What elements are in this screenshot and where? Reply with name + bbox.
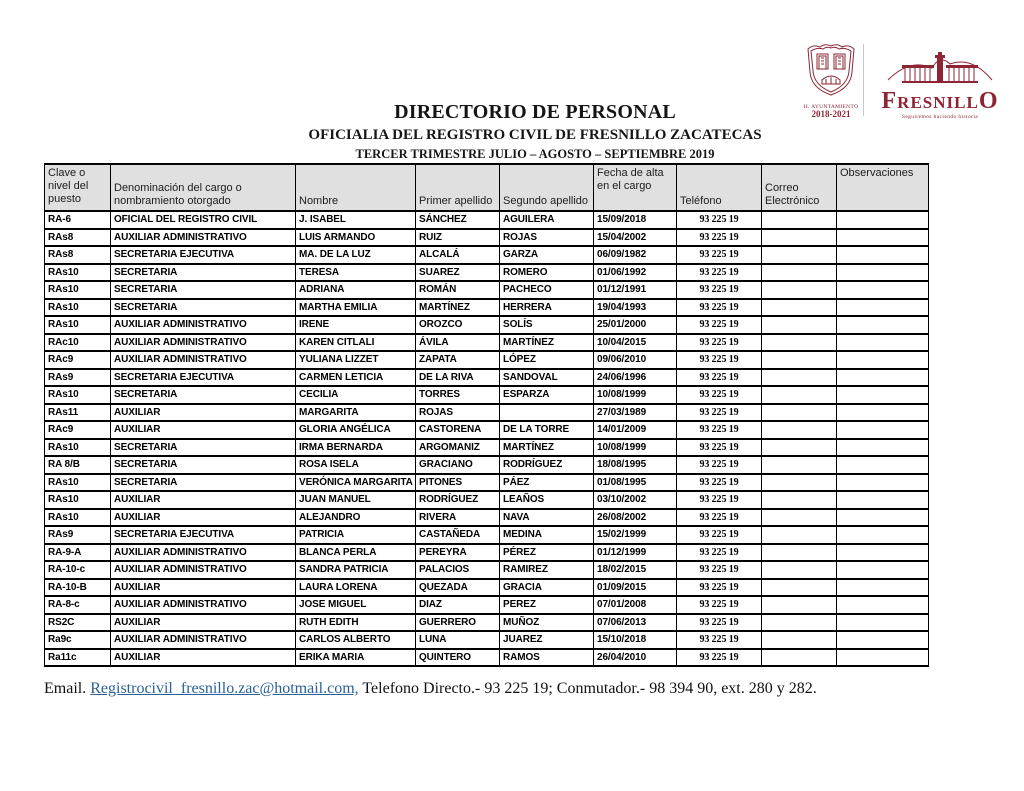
- table-cell-correo: [762, 299, 837, 317]
- table-cell-obs: [837, 544, 929, 562]
- table-cell-telefono: 93 225 19: [677, 264, 762, 282]
- table-row: [45, 299, 929, 317]
- table-row: [45, 544, 929, 562]
- table-row: [45, 351, 929, 369]
- fresnillo-tagline: Seguiremos haciendo historia: [901, 113, 979, 120]
- table-cell-fecha: 19/04/1993: [594, 299, 677, 317]
- table-cell-primer: CASTORENA: [416, 421, 500, 439]
- table-cell-obs: [837, 229, 929, 247]
- table-cell-cargo: SECRETARIA: [111, 456, 296, 474]
- table-cell-fecha: 25/01/2000: [594, 316, 677, 334]
- table-row: [45, 456, 929, 474]
- table-cell-segundo: PÁEZ: [500, 474, 594, 492]
- ayuntamiento-crest-icon: [803, 85, 859, 102]
- table-cell-primer: RIVERA: [416, 509, 500, 527]
- table-row: [45, 369, 929, 387]
- table-cell-correo: [762, 614, 837, 632]
- table-cell-clave: RAs10: [45, 264, 111, 282]
- table-cell-fecha: 15/02/1999: [594, 526, 677, 544]
- table-cell-fecha: 18/02/2015: [594, 561, 677, 579]
- table-cell-fecha: 27/03/1989: [594, 404, 677, 422]
- table-header-row: [45, 164, 929, 211]
- ayuntamiento-label: H. AYUNTAMIENTO: [803, 104, 859, 110]
- table-cell-obs: [837, 281, 929, 299]
- table-cell-correo: [762, 439, 837, 457]
- table-cell-correo: [762, 421, 837, 439]
- table-cell-correo: [762, 281, 837, 299]
- logo-divider: [863, 44, 864, 116]
- header-cell-segundo: Segundo apellido: [500, 164, 594, 211]
- table-cell-primer: ZAPATA: [416, 351, 500, 369]
- table-cell-telefono: 93 225 19: [677, 544, 762, 562]
- table-cell-obs: [837, 439, 929, 457]
- table-wrap: [44, 163, 929, 667]
- table-cell-cargo: AUXILIAR ADMINISTRATIVO: [111, 596, 296, 614]
- table-cell-clave: RA-6: [45, 211, 111, 229]
- table-row: [45, 421, 929, 439]
- table-cell-segundo: RODRÍGUEZ: [500, 456, 594, 474]
- table-cell-segundo: GARZA: [500, 246, 594, 264]
- header-cell-fecha: Fecha de alta en el cargo: [594, 164, 677, 211]
- table-cell-primer: ÁVILA: [416, 334, 500, 352]
- table-cell-correo: [762, 264, 837, 282]
- personnel-table: [44, 163, 929, 667]
- table-cell-obs: [837, 334, 929, 352]
- table-cell-segundo: PÉREZ: [500, 544, 594, 562]
- table-cell-nombre: IRENE: [296, 316, 416, 334]
- table-cell-telefono: 93 225 19: [677, 649, 762, 667]
- table-cell-nombre: MARGARITA: [296, 404, 416, 422]
- table-cell-primer: ROMÁN: [416, 281, 500, 299]
- table-row: [45, 281, 929, 299]
- table-cell-obs: [837, 456, 929, 474]
- table-cell-nombre: J. ISABEL: [296, 211, 416, 229]
- table-cell-nombre: MARTHA EMILIA: [296, 299, 416, 317]
- table-cell-cargo: AUXILIAR ADMINISTRATIVO: [111, 544, 296, 562]
- table-cell-segundo: LEAÑOS: [500, 491, 594, 509]
- table-cell-obs: [837, 369, 929, 387]
- table-cell-segundo: LÓPEZ: [500, 351, 594, 369]
- table-cell-segundo: RAMOS: [500, 649, 594, 667]
- table-cell-correo: [762, 526, 837, 544]
- table-row: [45, 649, 929, 667]
- table-cell-obs: [837, 649, 929, 667]
- table-cell-primer: QUEZADA: [416, 579, 500, 597]
- table-cell-nombre: ERIKA MARIA: [296, 649, 416, 667]
- table-row: [45, 509, 929, 527]
- table-cell-correo: [762, 579, 837, 597]
- ayuntamiento-years: 2018-2021: [811, 109, 851, 119]
- table-cell-segundo: JUAREZ: [500, 631, 594, 649]
- table-cell-fecha: 15/04/2002: [594, 229, 677, 247]
- table-cell-cargo: SECRETARIA: [111, 474, 296, 492]
- table-cell-fecha: 10/04/2015: [594, 334, 677, 352]
- table-cell-obs: [837, 561, 929, 579]
- table-cell-clave: RAs10: [45, 281, 111, 299]
- table-cell-fecha: 14/01/2009: [594, 421, 677, 439]
- table-cell-primer: DE LA RIVA: [416, 369, 500, 387]
- table-cell-cargo: SECRETARIA: [111, 299, 296, 317]
- table-cell-correo: [762, 544, 837, 562]
- email-link[interactable]: Registrocivil_fresnillo.zac@hotmail.com,: [90, 680, 359, 697]
- table-cell-obs: [837, 579, 929, 597]
- table-cell-fecha: 01/06/1992: [594, 264, 677, 282]
- table-cell-fecha: 09/06/2010: [594, 351, 677, 369]
- table-cell-primer: PEREYRA: [416, 544, 500, 562]
- table-cell-segundo: DE LA TORRE: [500, 421, 594, 439]
- table-cell-clave: RAc10: [45, 334, 111, 352]
- table-cell-correo: [762, 474, 837, 492]
- table-cell-nombre: GLORIA ANGÉLICA: [296, 421, 416, 439]
- ayuntamiento-crest: [800, 40, 862, 119]
- table-cell-segundo: NAVA: [500, 509, 594, 527]
- table-cell-primer: LUNA: [416, 631, 500, 649]
- table-row: [45, 229, 929, 247]
- table-cell-clave: RA-8-c: [45, 596, 111, 614]
- table-cell-cargo: SECRETARIA EJECUTIVA: [111, 369, 296, 387]
- table-cell-fecha: 15/10/2018: [594, 631, 677, 649]
- table-cell-obs: [837, 264, 929, 282]
- header-cell-cargo: Denominación del cargo o nombramiento otorgado: [111, 164, 296, 211]
- logo-area: [795, 38, 1010, 120]
- table-cell-primer: TORRES: [416, 386, 500, 404]
- table-cell-correo: [762, 491, 837, 509]
- table-cell-nombre: SANDRA PATRICIA: [296, 561, 416, 579]
- table-cell-fecha: 06/09/1982: [594, 246, 677, 264]
- table-cell-obs: [837, 614, 929, 632]
- table-cell-cargo: AUXILIAR: [111, 649, 296, 667]
- table-cell-fecha: 24/06/1996: [594, 369, 677, 387]
- table-cell-telefono: 93 225 19: [677, 474, 762, 492]
- table-cell-segundo: ROMERO: [500, 264, 594, 282]
- header-cell-clave: Clave o nivel del puesto: [45, 164, 111, 211]
- table-cell-cargo: AUXILIAR ADMINISTRATIVO: [111, 334, 296, 352]
- table-cell-fecha: 18/08/1995: [594, 456, 677, 474]
- table-cell-clave: RA-10-B: [45, 579, 111, 597]
- table-cell-fecha: 01/12/1991: [594, 281, 677, 299]
- table-cell-primer: ROJAS: [416, 404, 500, 422]
- table-cell-correo: [762, 211, 837, 229]
- table-cell-segundo: MEDINA: [500, 526, 594, 544]
- table-row: [45, 526, 929, 544]
- table-cell-cargo: OFICIAL DEL REGISTRO CIVIL: [111, 211, 296, 229]
- table-cell-nombre: LAURA LORENA: [296, 579, 416, 597]
- table-cell-fecha: 01/08/1995: [594, 474, 677, 492]
- table-cell-cargo: AUXILIAR ADMINISTRATIVO: [111, 229, 296, 247]
- header-cell-nombre: Nombre: [296, 164, 416, 211]
- table-cell-primer: SÁNCHEZ: [416, 211, 500, 229]
- table-cell-telefono: 93 225 19: [677, 631, 762, 649]
- table-cell-obs: [837, 404, 929, 422]
- table-cell-clave: RAs10: [45, 316, 111, 334]
- page-title: DIRECTORIO DE PERSONAL: [394, 101, 676, 123]
- table-row: [45, 316, 929, 334]
- table-cell-cargo: AUXILIAR ADMINISTRATIVO: [111, 351, 296, 369]
- table-cell-nombre: LUIS ARMANDO: [296, 229, 416, 247]
- table-cell-telefono: 93 225 19: [677, 561, 762, 579]
- table-cell-primer: SUAREZ: [416, 264, 500, 282]
- table-cell-correo: [762, 369, 837, 387]
- table-row: [45, 439, 929, 457]
- table-cell-clave: RAc9: [45, 421, 111, 439]
- table-row: [45, 579, 929, 597]
- table-cell-nombre: BLANCA PERLA: [296, 544, 416, 562]
- table-cell-primer: MARTÍNEZ: [416, 299, 500, 317]
- table-cell-cargo: SECRETARIA: [111, 386, 296, 404]
- table-cell-telefono: 93 225 19: [677, 404, 762, 422]
- table-cell-nombre: MA. DE LA LUZ: [296, 246, 416, 264]
- table-cell-nombre: CARMEN LETICIA: [296, 369, 416, 387]
- table-cell-telefono: 93 225 19: [677, 229, 762, 247]
- table-cell-segundo: HERRERA: [500, 299, 594, 317]
- table-cell-clave: RA-10-c: [45, 561, 111, 579]
- table-cell-fecha: 10/08/1999: [594, 439, 677, 457]
- table-cell-cargo: AUXILIAR: [111, 579, 296, 597]
- table-cell-nombre: PATRICIA: [296, 526, 416, 544]
- table-cell-cargo: SECRETARIA: [111, 439, 296, 457]
- table-cell-correo: [762, 246, 837, 264]
- table-cell-clave: RAs10: [45, 386, 111, 404]
- table-cell-cargo: AUXILIAR ADMINISTRATIVO: [111, 316, 296, 334]
- table-cell-correo: [762, 351, 837, 369]
- table-cell-correo: [762, 631, 837, 649]
- table-cell-correo: [762, 509, 837, 527]
- table-cell-segundo: [500, 404, 594, 422]
- table-cell-correo: [762, 229, 837, 247]
- header-cell-correo: Correo Electrónico: [762, 164, 837, 211]
- table-cell-fecha: 10/08/1999: [594, 386, 677, 404]
- table-cell-primer: ARGOMANIZ: [416, 439, 500, 457]
- table-row: [45, 334, 929, 352]
- table-cell-telefono: 93 225 19: [677, 439, 762, 457]
- table-cell-correo: [762, 596, 837, 614]
- table-row: [45, 211, 929, 229]
- table-cell-cargo: AUXILIAR ADMINISTRATIVO: [111, 631, 296, 649]
- table-cell-segundo: MARTÍNEZ: [500, 334, 594, 352]
- email-label: Email.: [44, 680, 91, 697]
- table-cell-nombre: ALEJANDRO: [296, 509, 416, 527]
- table-cell-fecha: 01/12/1999: [594, 544, 677, 562]
- table-cell-segundo: MUÑOZ: [500, 614, 594, 632]
- table-cell-clave: RAs10: [45, 491, 111, 509]
- table-cell-nombre: YULIANA LIZZET: [296, 351, 416, 369]
- page-subtitle-period: TERCER TRIMESTRE JULIO – AGOSTO – SEPTIEMBRE 2019: [355, 147, 715, 161]
- table-row: [45, 474, 929, 492]
- table-cell-nombre: JOSE MIGUEL: [296, 596, 416, 614]
- table-cell-correo: [762, 386, 837, 404]
- fresnillo-logo: [875, 50, 1005, 120]
- table-cell-correo: [762, 561, 837, 579]
- table-cell-telefono: 93 225 19: [677, 614, 762, 632]
- table-cell-fecha: 26/04/2010: [594, 649, 677, 667]
- table-cell-obs: [837, 474, 929, 492]
- table-cell-telefono: 93 225 19: [677, 351, 762, 369]
- footer-contact-line: [44, 680, 994, 698]
- table-cell-nombre: VERÓNICA MARGARITA: [296, 474, 416, 492]
- table-cell-nombre: ADRIANA: [296, 281, 416, 299]
- table-cell-nombre: CECILIA: [296, 386, 416, 404]
- table-cell-telefono: 93 225 19: [677, 491, 762, 509]
- table-cell-clave: RAs9: [45, 526, 111, 544]
- table-cell-primer: OROZCO: [416, 316, 500, 334]
- table-cell-nombre: JUAN MANUEL: [296, 491, 416, 509]
- table-cell-segundo: PACHECO: [500, 281, 594, 299]
- table-cell-correo: [762, 404, 837, 422]
- table-cell-nombre: CARLOS ALBERTO: [296, 631, 416, 649]
- table-cell-primer: GRACIANO: [416, 456, 500, 474]
- table-cell-segundo: RAMIREZ: [500, 561, 594, 579]
- table-cell-cargo: SECRETARIA: [111, 264, 296, 282]
- table-cell-cargo: AUXILIAR: [111, 509, 296, 527]
- table-cell-segundo: AGUILERA: [500, 211, 594, 229]
- header-cell-telefono: Teléfono: [677, 164, 762, 211]
- table-cell-clave: RAs10: [45, 474, 111, 492]
- header-cell-primer: Primer apellido: [416, 164, 500, 211]
- table-cell-telefono: 93 225 19: [677, 579, 762, 597]
- header-cell-obs: Observaciones: [837, 164, 929, 211]
- fresnillo-wordmark: FRESNILLO: [881, 88, 999, 114]
- table-cell-obs: [837, 631, 929, 649]
- table-cell-clave: RAs10: [45, 299, 111, 317]
- table-cell-segundo: ROJAS: [500, 229, 594, 247]
- table-cell-obs: [837, 299, 929, 317]
- table-cell-obs: [837, 246, 929, 264]
- table-cell-telefono: 93 225 19: [677, 596, 762, 614]
- table-cell-telefono: 93 225 19: [677, 334, 762, 352]
- table-cell-segundo: MARTÍNEZ: [500, 439, 594, 457]
- table-cell-cargo: AUXILIAR: [111, 404, 296, 422]
- table-cell-clave: RA 8/B: [45, 456, 111, 474]
- table-cell-fecha: 01/09/2015: [594, 579, 677, 597]
- table-cell-segundo: ESPARZA: [500, 386, 594, 404]
- table-cell-correo: [762, 334, 837, 352]
- table-row: [45, 614, 929, 632]
- table-cell-nombre: RUTH EDITH: [296, 614, 416, 632]
- table-cell-telefono: 93 225 19: [677, 456, 762, 474]
- table-cell-clave: RA-9-A: [45, 544, 111, 562]
- table-cell-primer: DIAZ: [416, 596, 500, 614]
- table-cell-fecha: 07/01/2008: [594, 596, 677, 614]
- table-cell-clave: Ra11c: [45, 649, 111, 667]
- table-cell-telefono: 93 225 19: [677, 526, 762, 544]
- table-cell-correo: [762, 456, 837, 474]
- table-row: [45, 596, 929, 614]
- table-cell-primer: PALACIOS: [416, 561, 500, 579]
- table-cell-primer: RODRÍGUEZ: [416, 491, 500, 509]
- table-cell-obs: [837, 386, 929, 404]
- table-cell-cargo: AUXILIAR ADMINISTRATIVO: [111, 561, 296, 579]
- table-cell-clave: RS2C: [45, 614, 111, 632]
- table-cell-nombre: IRMA BERNARDA: [296, 439, 416, 457]
- table-cell-telefono: 93 225 19: [677, 281, 762, 299]
- table-cell-cargo: AUXILIAR: [111, 491, 296, 509]
- table-cell-telefono: 93 225 19: [677, 369, 762, 387]
- table-cell-fecha: 26/08/2002: [594, 509, 677, 527]
- table-cell-obs: [837, 211, 929, 229]
- table-cell-cargo: SECRETARIA: [111, 281, 296, 299]
- table-cell-clave: RAs10: [45, 439, 111, 457]
- table-cell-clave: RAs8: [45, 246, 111, 264]
- table-cell-cargo: SECRETARIA EJECUTIVA: [111, 526, 296, 544]
- table-row: [45, 264, 929, 282]
- table-cell-fecha: 03/10/2002: [594, 491, 677, 509]
- table-cell-telefono: 93 225 19: [677, 386, 762, 404]
- page-subtitle-office: OFICIALIA DEL REGISTRO CIVIL DE FRESNILLO ZACATECAS: [308, 127, 762, 143]
- table-cell-obs: [837, 526, 929, 544]
- table-cell-cargo: SECRETARIA EJECUTIVA: [111, 246, 296, 264]
- table-cell-primer: ALCALÁ: [416, 246, 500, 264]
- table-cell-nombre: TERESA: [296, 264, 416, 282]
- table-cell-clave: Ra9c: [45, 631, 111, 649]
- table-cell-clave: RAs9: [45, 369, 111, 387]
- table-cell-obs: [837, 351, 929, 369]
- table-cell-clave: RAc9: [45, 351, 111, 369]
- table-cell-clave: RAs11: [45, 404, 111, 422]
- table-cell-obs: [837, 316, 929, 334]
- table-cell-segundo: SOLÍS: [500, 316, 594, 334]
- table-cell-telefono: 93 225 19: [677, 421, 762, 439]
- table-cell-clave: RAs8: [45, 229, 111, 247]
- table-cell-fecha: 15/09/2018: [594, 211, 677, 229]
- table-row: [45, 491, 929, 509]
- table-row: [45, 561, 929, 579]
- table-cell-obs: [837, 509, 929, 527]
- table-cell-primer: CASTAÑEDA: [416, 526, 500, 544]
- table-cell-telefono: 93 225 19: [677, 211, 762, 229]
- table-cell-primer: QUINTERO: [416, 649, 500, 667]
- table-cell-primer: PITONES: [416, 474, 500, 492]
- table-cell-telefono: 93 225 19: [677, 246, 762, 264]
- table-cell-clave: RAs10: [45, 509, 111, 527]
- table-row: [45, 404, 929, 422]
- table-cell-segundo: GRACIA: [500, 579, 594, 597]
- table-cell-obs: [837, 596, 929, 614]
- table-cell-nombre: ROSA ISELA: [296, 456, 416, 474]
- table-cell-obs: [837, 421, 929, 439]
- table-row: [45, 246, 929, 264]
- table-cell-cargo: AUXILIAR: [111, 614, 296, 632]
- table-cell-correo: [762, 316, 837, 334]
- table-cell-fecha: 07/06/2013: [594, 614, 677, 632]
- table-cell-primer: GUERRERO: [416, 614, 500, 632]
- table-cell-cargo: AUXILIAR: [111, 421, 296, 439]
- table-cell-primer: RUIZ: [416, 229, 500, 247]
- table-cell-correo: [762, 649, 837, 667]
- table-cell-telefono: 93 225 19: [677, 509, 762, 527]
- table-cell-obs: [837, 491, 929, 509]
- table-cell-nombre: KAREN CITLALI: [296, 334, 416, 352]
- table-cell-segundo: PEREZ: [500, 596, 594, 614]
- table-cell-telefono: 93 225 19: [677, 299, 762, 317]
- table-cell-segundo: SANDOVAL: [500, 369, 594, 387]
- table-row: [45, 386, 929, 404]
- footer-contact-rest: Telefono Directo.- 93 225 19; Conmutador.- 98 394 90, ext. 280 y 282.: [358, 680, 817, 697]
- table-cell-telefono: 93 225 19: [677, 316, 762, 334]
- table-row: [45, 631, 929, 649]
